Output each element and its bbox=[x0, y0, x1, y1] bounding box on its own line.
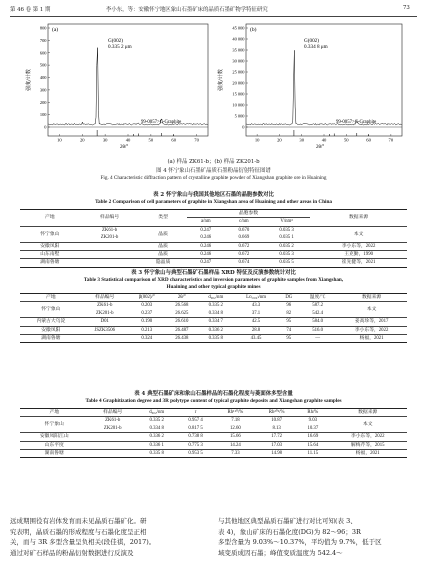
t2-header-type: 类型 bbox=[158, 215, 168, 221]
table-row: 怀宁象山 ZK61-b 0.203 26.568 0.335 2 43.3 96 587.2 本文 bbox=[41, 303, 377, 313]
table4-caption-en: Table 4 Graphitization degree and 3R polytype content of typical graphite deposits and Xiangshan graphite samples bbox=[85, 398, 342, 404]
ylabel-b: 强度/计数 bbox=[218, 69, 224, 91]
table-row: ZK201-b 0.246 0.669 0.035 1 bbox=[20, 234, 407, 242]
table-row: 怀宁象山 ZK61-b 0.335 2 0.957 4 7.18 10.87 9.03 本文 bbox=[44, 418, 373, 428]
t4-header-source: 数据来源 bbox=[358, 410, 378, 415]
table-row: 内蒙古大乌淀 D01 0.190 26.610 0.334 7 42.5 95 584.0 姜高珍等，2017 bbox=[20, 318, 407, 326]
x-tick-label: 20 bbox=[277, 137, 282, 143]
page-number: 73 bbox=[403, 5, 410, 11]
x-tick-label: 20 bbox=[79, 137, 85, 143]
y-tick-label: 400 bbox=[39, 75, 47, 81]
y-tick-label: 800 bbox=[39, 25, 47, 31]
table-row: 山东南墅 晶质 0.246 0.672 0.035 3 王克勤，1990 bbox=[20, 251, 407, 259]
table-row: 湖南鲁塘 0.324 26.438 0.335 8 43.45 95 — 杨福，2021 bbox=[20, 335, 407, 343]
text-line: 究表明，晶质石墨的形成程度与石墨化度呈正相 bbox=[10, 527, 147, 536]
y-tick-label: 500 bbox=[39, 62, 47, 68]
table2-caption-en: Table 2 Comparison of cell parameters of graphite in Xiangshan area of Huaining and other areas in China bbox=[95, 199, 332, 205]
peak-d-a: 0.335 2 μm bbox=[108, 44, 132, 50]
y-tick-label: 40 000 bbox=[232, 36, 245, 42]
table-row: 安徽凤阳 晶质 0.246 0.672 0.035 2 李小东等，2022 bbox=[20, 242, 407, 250]
panel-b-label: (b) bbox=[250, 27, 257, 33]
table3 bbox=[20, 293, 407, 343]
figure4-subcaption: (a) 样品 ZK61-b；(b) 样品 ZK201-b bbox=[167, 159, 260, 165]
t4-header-sample: 样品编号 bbox=[103, 410, 123, 415]
text-line: 与其他地区典型晶质石墨矿进行对比可知(表 3、 bbox=[218, 517, 357, 525]
y-tick-label: 200 bbox=[39, 99, 47, 105]
text-line: 通过对矿石样品的粉晶衍射数据进行反演及 bbox=[10, 548, 134, 557]
table4 bbox=[20, 408, 407, 458]
text-line: 多型含量为 9.03%～10.37%，平均值为 9.7%，低于区 bbox=[218, 538, 382, 547]
t3-header-sample: 样品编号 bbox=[95, 295, 115, 300]
table-row: 安徽凤阳 JSZK3506 0.213 26.487 0.336 2 28.8 74 516.0 李小东等，2022 bbox=[20, 326, 407, 334]
x-tick-label: 40 bbox=[321, 137, 327, 143]
xrd-plot-b bbox=[216, 20, 406, 155]
table-row: 山东平度 0.336 1 0.775 3 14.24 17.03 15.64 解梅芹等，2015 bbox=[20, 441, 407, 449]
y-tick-label: 10 000 bbox=[232, 102, 245, 108]
table4-caption-cn: 表 4 典型石墨矿床和象山石墨样品的石墨化程度与菱面体多型含量 bbox=[134, 391, 293, 397]
xrd-trace bbox=[48, 48, 208, 125]
table3-caption-cn: 表 3 怀宁象山与典型石墨矿石墨样品 XRD 特征及反演参数统计对比 bbox=[131, 270, 296, 276]
x-tick-label: 50 bbox=[343, 137, 349, 143]
figure4-caption-cn: 图 4 怀宁象山石墨矿晶质石墨粉晶衍射特征图谱 bbox=[156, 168, 271, 174]
t2-header-cell: 晶胞参数 bbox=[187, 210, 310, 218]
table3-caption-en-line2: Huaining and other typical graphite mines bbox=[166, 283, 261, 290]
figure4-panel-b bbox=[216, 20, 406, 155]
t3-header-source: 数据来源 bbox=[362, 295, 382, 300]
t4-header-origin: 产地 bbox=[49, 410, 60, 415]
t4-header-rh201: Rh²⁰¹/% bbox=[268, 410, 285, 415]
figure4-caption-en: Fig. 4 Characteristic diffraction pattern of crystalline graphite powder of Xiangshan graphite ore in Huaining bbox=[100, 175, 327, 181]
t3-header-dg: DG bbox=[285, 295, 293, 300]
panel-a-label: (a) bbox=[52, 27, 59, 33]
x-tick-label: 40 bbox=[125, 137, 131, 143]
y-tick-label: 0 bbox=[44, 124, 47, 130]
body-text-left bbox=[10, 516, 210, 558]
text-line: 表 4)，象山矿床的石墨化度(DG)为 82～96；3R bbox=[218, 527, 361, 536]
figure4-panel-a bbox=[24, 20, 212, 155]
t3-header-origin: 产地 bbox=[46, 295, 56, 300]
y-tick-label: 20 000 bbox=[232, 80, 245, 86]
table-row: 湖南鲁塘 0.335 8 0.953 5 7.33 14.98 11.15 杨福，2021 bbox=[20, 450, 407, 458]
peak-label-a: G(002) bbox=[108, 38, 123, 44]
y-tick-label: 45 000 bbox=[232, 25, 245, 31]
t2-header-sample: 样品编号 bbox=[99, 215, 120, 221]
t4-header-d002: d₀₀₂/nm bbox=[149, 410, 165, 415]
table-row: 怀宁象山 ZK61-b 晶质 0.247 0.670 0.035 3 本文 bbox=[40, 227, 364, 237]
xrd-trace bbox=[246, 50, 402, 125]
table2-caption-cn: 表 2 怀宁象山与我国其他地区石墨的晶胞参数对比 bbox=[153, 192, 274, 198]
t3-header-temp: 温度/℃ bbox=[309, 295, 326, 300]
t4-header-rh110: Rh¹¹⁰/% bbox=[227, 410, 244, 415]
table3-caption-en bbox=[10, 277, 417, 290]
x-tick-label: 30 bbox=[299, 137, 305, 143]
xlabel-a: 2θ/° bbox=[120, 145, 129, 150]
x-tick-label: 60 bbox=[366, 137, 371, 143]
running-title: 李小东，等：安徽怀宁地区象山石墨矿床的晶质石墨矿物学特征研究 bbox=[106, 7, 268, 13]
text-line: 远成期围役有岩体发育而未见晶质石墨矿化。研 bbox=[10, 517, 147, 525]
y-tick-label: 30 000 bbox=[232, 58, 245, 64]
y-tick-label: 700 bbox=[39, 37, 47, 43]
t3-header-beta: β(002)/° bbox=[138, 295, 155, 300]
text-line: 关，而与 3R 多型含量呈负相关(段佳祺，2017)。 bbox=[10, 538, 156, 547]
x-tick-label: 10 bbox=[57, 137, 62, 143]
ylabel-a: 强度/计数 bbox=[26, 69, 32, 91]
t3-header-lc: Lc₍₀₀₂₎/nm bbox=[246, 295, 266, 300]
t2-header-a: a/nm bbox=[201, 219, 211, 225]
y-tick-label: 35 000 bbox=[232, 47, 245, 53]
x-tick-label: 50 bbox=[148, 137, 154, 143]
t4-header-r: r bbox=[194, 410, 197, 415]
body-text-right bbox=[218, 516, 418, 558]
y-tick-label: 300 bbox=[39, 87, 47, 93]
ref-label-b: 99-0057>C-Graphite bbox=[336, 120, 377, 125]
table-row: 湖南鲁塘 隐晶质 0.247 0.674 0.035 5 崔先健等，2021 bbox=[20, 259, 407, 267]
t2-header-c: c/nm bbox=[239, 219, 249, 225]
text-line: 域变质成因石墨；峰值变质温度为 542.4～ bbox=[218, 548, 343, 557]
x-tick-label: 70 bbox=[194, 137, 199, 143]
y-tick-label: 0 bbox=[242, 124, 245, 130]
table3-caption-en-line1: Table 3 Statistical comparison of XRD characteristics and inversion parameters of graphite samples from Xiangshan, bbox=[83, 277, 344, 283]
t3-header-d002: d₀₀₂/nm bbox=[208, 295, 224, 300]
ref-label-a: 99-0057>C-Graphite bbox=[141, 120, 182, 125]
xlabel-b: 2θ/° bbox=[316, 145, 325, 150]
x-tick-label: 30 bbox=[102, 137, 108, 143]
peak-label-b: G(002) bbox=[304, 38, 319, 44]
journal-volume: 第 46 卷 第 1 期 bbox=[10, 7, 51, 13]
t4-header-rh: Rh/% bbox=[307, 410, 319, 415]
peak-d-b: 0.334 8 μm bbox=[304, 44, 328, 50]
x-tick-label: 10 bbox=[254, 137, 260, 143]
header-rule bbox=[10, 16, 417, 17]
t2-header-source: 数据来源 bbox=[349, 215, 369, 221]
t2-header-origin: 产地 bbox=[45, 215, 55, 221]
t3-header-2theta: 2θ/° bbox=[177, 295, 186, 300]
xrd-plot-a bbox=[24, 20, 212, 155]
y-tick-label: 15 000 bbox=[232, 91, 245, 97]
y-tick-label: 25 000 bbox=[232, 69, 245, 75]
x-tick-label: 70 bbox=[388, 137, 394, 143]
table-row: ZK201-b 0.237 26.625 0.334 8 37.1 82 542.4 bbox=[20, 310, 407, 318]
table-row: 安徽凤阳江山 0.336 2 0.738 8 15.66 17.72 16.69 李小东等，2022 bbox=[20, 433, 407, 441]
y-tick-label: 100 bbox=[39, 112, 47, 118]
y-tick-label: 600 bbox=[39, 50, 47, 56]
table2 bbox=[20, 209, 407, 268]
y-tick-label: 5 000 bbox=[234, 113, 245, 119]
x-tick-label: 60 bbox=[171, 137, 177, 143]
t2-header-v: V/nm³ bbox=[280, 219, 293, 225]
table-row: ZK201-b 0.334 8 0.817 5 12.60 8.13 10.37 bbox=[20, 425, 407, 433]
